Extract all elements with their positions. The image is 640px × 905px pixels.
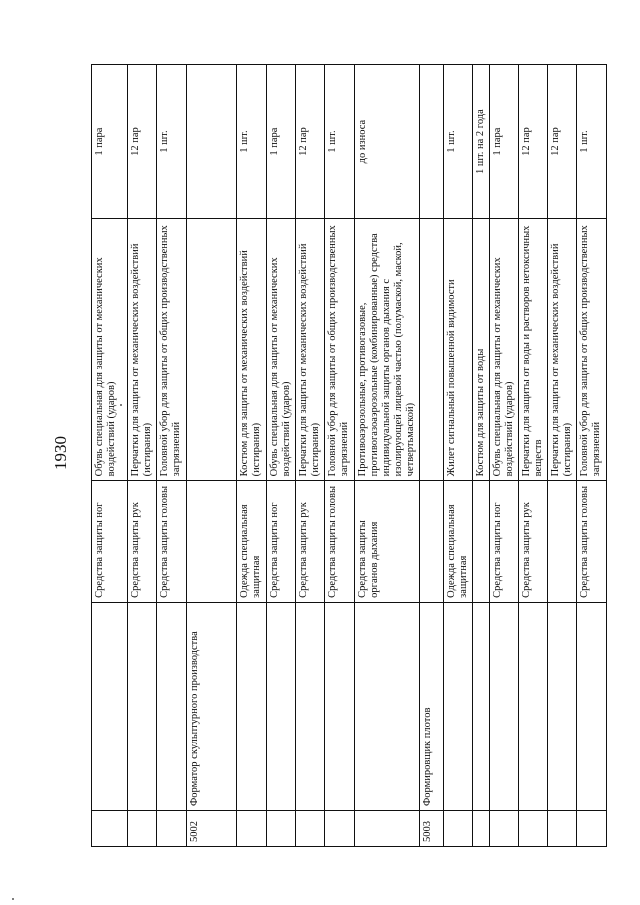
ppe-description-cell: Обувь специальная для защиты от механических воздействий (ударов) bbox=[267, 219, 296, 481]
profession-code-cell bbox=[548, 811, 577, 847]
profession-name-cell bbox=[548, 602, 577, 810]
ppe-type-cell bbox=[548, 481, 577, 603]
profession-name-cell bbox=[577, 602, 606, 810]
issue-norm-cell: до износа bbox=[354, 65, 419, 219]
ppe-type-cell: Средства защиты рук bbox=[519, 481, 548, 603]
profession-code-cell bbox=[354, 811, 419, 847]
ppe-description-cell: Перчатки для защиты от механических воздействий (истирания) bbox=[296, 219, 325, 481]
ppe-type-cell: Средства защиты рук bbox=[296, 481, 325, 603]
ppe-description-cell bbox=[419, 219, 443, 481]
issue-norm-cell: 12 пар bbox=[296, 65, 325, 219]
profession-name-cell bbox=[519, 602, 548, 810]
profession-code-cell bbox=[325, 811, 354, 847]
profession-code-cell bbox=[443, 811, 472, 847]
issue-norm-cell: 1 шт. bbox=[237, 65, 267, 219]
profession-code-cell bbox=[577, 811, 606, 847]
profession-name-cell bbox=[354, 602, 419, 810]
ppe-norms-table bbox=[91, 64, 607, 847]
ppe-type-cell: Средства защиты головы bbox=[157, 481, 187, 603]
table-row bbox=[296, 65, 325, 847]
table-frame bbox=[91, 64, 603, 847]
profession-name-cell bbox=[237, 602, 267, 810]
table-row bbox=[237, 65, 267, 847]
table-row bbox=[187, 65, 237, 847]
profession-code-cell: 5002 bbox=[187, 811, 237, 847]
table-row bbox=[157, 65, 187, 847]
table-row bbox=[519, 65, 548, 847]
table-row bbox=[548, 65, 577, 847]
profession-name-cell bbox=[92, 602, 128, 810]
issue-norm-cell: 1 шт. bbox=[157, 65, 187, 219]
issue-norm-cell: 1 шт. на 2 года bbox=[472, 65, 489, 219]
profession-name-cell bbox=[157, 602, 187, 810]
ppe-description-cell: Перчатки для защиты от механических воздействий (истирания) bbox=[128, 219, 157, 481]
issue-norm-cell: 1 шт. bbox=[325, 65, 354, 219]
ppe-type-cell: Средства защиты головы bbox=[577, 481, 606, 603]
table-row bbox=[92, 65, 128, 847]
issue-norm-cell bbox=[419, 65, 443, 219]
table-row bbox=[267, 65, 296, 847]
ppe-type-cell: Средства защиты ног bbox=[267, 481, 296, 603]
profession-code-cell bbox=[128, 811, 157, 847]
profession-code-cell bbox=[472, 811, 489, 847]
ppe-type-cell: Средства защиты ног bbox=[92, 481, 128, 603]
profession-name-cell: Формировщик плотов bbox=[419, 602, 443, 810]
table-row bbox=[325, 65, 354, 847]
table-body bbox=[92, 65, 607, 847]
profession-name-cell bbox=[325, 602, 354, 810]
issue-norm-cell: 1 шт. bbox=[443, 65, 472, 219]
profession-name-cell bbox=[472, 602, 489, 810]
ppe-type-cell bbox=[187, 481, 237, 603]
ppe-description-cell: Головной убор для защиты от общих производственных загрязнений bbox=[325, 219, 354, 481]
ppe-description-cell: Перчатки для защиты от воды и растворов нетоксичных веществ bbox=[519, 219, 548, 481]
profession-name-cell bbox=[443, 602, 472, 810]
profession-code-cell bbox=[92, 811, 128, 847]
table-row bbox=[490, 65, 519, 847]
issue-norm-cell: 12 пар bbox=[128, 65, 157, 219]
profession-name-cell: Форматор скульптурного производства bbox=[187, 602, 237, 810]
issue-norm-cell: 1 пара bbox=[267, 65, 296, 219]
ppe-type-cell: Средства защиты органов дыхания bbox=[354, 481, 419, 603]
profession-name-cell bbox=[128, 602, 157, 810]
page-number: 1930 bbox=[51, 436, 70, 470]
profession-code-cell bbox=[296, 811, 325, 847]
profession-code-cell bbox=[157, 811, 187, 847]
ppe-description-cell: Обувь специальная для защиты от механических воздействий (ударов) bbox=[490, 219, 519, 481]
profession-code-cell: 5003 bbox=[419, 811, 443, 847]
ppe-type-cell: Одежда специальная защитная bbox=[237, 481, 267, 603]
table-row bbox=[472, 65, 489, 847]
ppe-type-cell: Средства защиты головы bbox=[325, 481, 354, 603]
ppe-description-cell bbox=[187, 219, 237, 481]
issue-norm-cell bbox=[187, 65, 237, 219]
profession-code-cell bbox=[267, 811, 296, 847]
ppe-type-cell bbox=[419, 481, 443, 603]
scan-speck bbox=[12, 898, 14, 900]
profession-code-cell bbox=[237, 811, 267, 847]
profession-code-cell bbox=[490, 811, 519, 847]
ppe-description-cell: Головной убор для защиты от общих производственных загрязнений bbox=[157, 219, 187, 481]
issue-norm-cell: 1 пара bbox=[92, 65, 128, 219]
profession-name-cell bbox=[490, 602, 519, 810]
ppe-type-cell bbox=[472, 481, 489, 603]
issue-norm-cell: 1 шт. bbox=[577, 65, 606, 219]
profession-name-cell bbox=[267, 602, 296, 810]
profession-code-cell bbox=[519, 811, 548, 847]
issue-norm-cell: 1 пара bbox=[490, 65, 519, 219]
table-row bbox=[354, 65, 419, 847]
issue-norm-cell: 12 пар bbox=[519, 65, 548, 219]
ppe-description-cell: Обувь специальная для защиты от механических воздействий (ударов) bbox=[92, 219, 128, 481]
ppe-description-cell: Костюм для защиты от механических воздействий (истирания) bbox=[237, 219, 267, 481]
ppe-type-cell: Одежда специальная защитная bbox=[443, 481, 472, 603]
ppe-description-cell: Жилет сигнальный повышенной видимости bbox=[443, 219, 472, 481]
ppe-description-cell: Костюм для защиты от воды bbox=[472, 219, 489, 481]
table-row bbox=[443, 65, 472, 847]
profession-name-cell bbox=[296, 602, 325, 810]
ppe-description-cell: Перчатки для защиты от механических воздействий (истирания) bbox=[548, 219, 577, 481]
table-row bbox=[419, 65, 443, 847]
table-row bbox=[577, 65, 606, 847]
table-row bbox=[128, 65, 157, 847]
ppe-description-cell: Головной убор для защиты от общих производственных загрязнений bbox=[577, 219, 606, 481]
issue-norm-cell: 12 пар bbox=[548, 65, 577, 219]
ppe-description-cell: Противоаэрозольные, противогазовые, противогазоаэрозольные (комбинированные) средства индивидуальной защиты органов дыхания с изолирующей лицевой частью (полумаской, маской, четвертьмаской) bbox=[354, 219, 419, 481]
ppe-type-cell: Средства защиты ног bbox=[490, 481, 519, 603]
rotated-table-container bbox=[91, 64, 603, 847]
ppe-type-cell: Средства защиты рук bbox=[128, 481, 157, 603]
